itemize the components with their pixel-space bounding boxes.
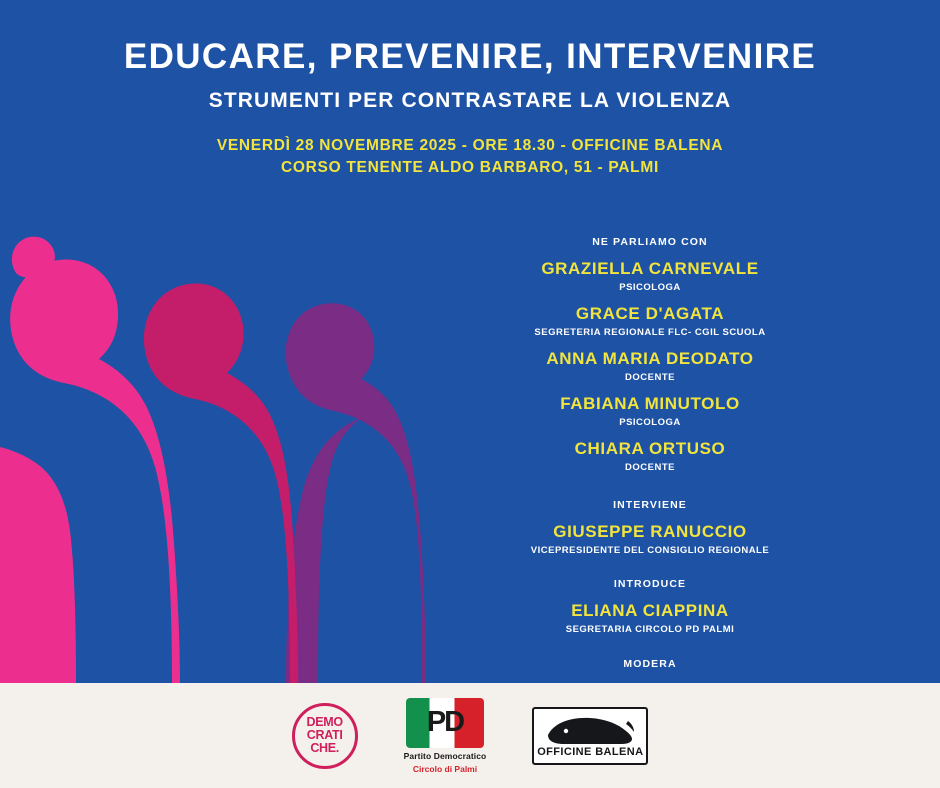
person-name: GRAZIELLA CARNEVALE	[541, 259, 759, 278]
logo-line-2: CRATI	[306, 728, 343, 743]
person-name: GIUSEPPE RANUCCIO	[553, 522, 747, 542]
balena-label: OFFICINE BALENA	[537, 745, 644, 758]
person-entry	[505, 440, 795, 473]
spacer	[505, 556, 795, 578]
democratiche-circle-logo	[292, 703, 358, 769]
event-address-line: CORSO TENENTE ALDO BARBARO, 51 - PALMI	[281, 158, 659, 176]
women-silhouettes-illustration	[0, 195, 510, 685]
person-entry	[505, 523, 795, 556]
silhouette-pink	[0, 237, 180, 685]
person-role: VICEPRESIDENTE DEL CONSIGLIO REGIONALE	[530, 545, 770, 557]
person-role: DOCENTE	[625, 371, 675, 383]
pd-letters: PD	[426, 706, 464, 738]
logo-line-1: DEMO	[306, 715, 343, 730]
section-label: MODERA	[623, 657, 677, 670]
logo-partito-democratico	[404, 698, 487, 774]
person-entry	[505, 602, 795, 635]
section-interviene	[505, 499, 795, 556]
section-label: INTRODUCE	[613, 578, 687, 591]
section-ne-parliamo-con	[505, 236, 795, 473]
page-title: EDUCARE, PREVENIRE, INTERVENIRE	[123, 37, 817, 76]
person-entry	[505, 305, 795, 338]
person-name: GRACE D'AGATA	[575, 304, 725, 324]
poster-header	[0, 0, 940, 179]
person-entry	[505, 260, 795, 293]
section-label: NE PARLIAMO CON	[592, 236, 708, 248]
speakers-panel	[505, 236, 795, 715]
person-role: SEGRETERIA REGIONALE FLC- CGIL SCUOLA	[534, 326, 766, 338]
spacer	[505, 473, 795, 499]
footer-logos	[0, 683, 940, 788]
person-role: PSICOLOGA	[619, 416, 681, 428]
balena-box-logo	[532, 707, 648, 765]
logo-line-3: CHE.	[310, 740, 339, 755]
silhouette-purple	[286, 303, 426, 685]
event-datetime-venue	[0, 135, 940, 180]
person-name: CHIARA ORTUSO	[574, 439, 726, 459]
event-date-line: VENERDÌ 28 NOVEMBRE 2025 - ORE 18.30 - OFFICINE BALENA	[216, 136, 724, 154]
section-introduce	[505, 578, 795, 635]
pd-flag-mark	[406, 698, 484, 748]
whale-icon	[544, 715, 636, 749]
person-name: ELIANA CIAPPINA	[571, 601, 729, 621]
person-name: FABIANA MINUTOLO	[560, 394, 740, 414]
person-role: PSICOLOGA	[619, 281, 681, 293]
person-entry	[505, 350, 795, 383]
logo-democratiche	[292, 703, 358, 769]
person-entry	[505, 395, 795, 428]
page-subtitle: STRUMENTI PER CONTRASTARE LA VIOLENZA	[208, 88, 732, 112]
pd-party-name: Partito Democratico	[403, 750, 487, 761]
person-name: ANNA MARIA DEODATO	[546, 349, 754, 369]
person-role: SEGRETARIA CIRCOLO PD PALMI	[565, 624, 735, 636]
logo-officine-balena	[532, 707, 648, 765]
person-role: DOCENTE	[625, 462, 675, 473]
section-label: INTERVIENE	[613, 499, 687, 512]
pd-circle-name: Circolo di Palmi	[412, 763, 478, 774]
spacer	[505, 636, 795, 658]
